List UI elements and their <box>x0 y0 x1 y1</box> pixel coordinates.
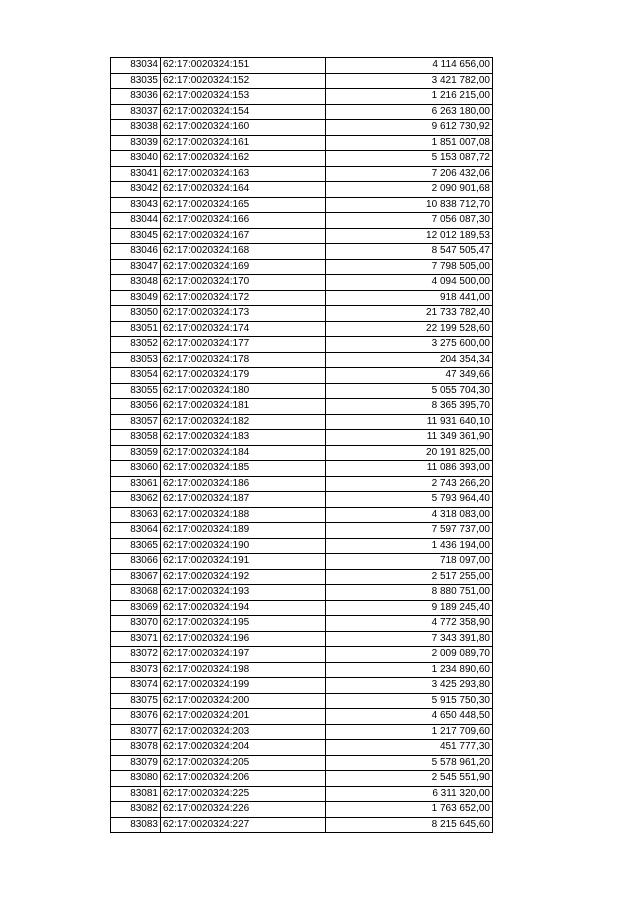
row-number-cell: 83063 <box>111 507 161 523</box>
table-row <box>111 352 493 368</box>
row-number-cell: 83046 <box>111 244 161 260</box>
cadastral-number-cell: 62:17:0020324:167 <box>161 228 326 244</box>
cadastral-value-cell: 7 597 737,00 <box>326 523 493 539</box>
cadastral-number-cell: 62:17:0020324:179 <box>161 368 326 384</box>
cadastral-value-cell: 11 086 393,00 <box>326 461 493 477</box>
row-number-cell: 83070 <box>111 616 161 632</box>
table-row <box>111 244 493 260</box>
table-row <box>111 89 493 105</box>
cadastral-value-cell: 9 189 245,40 <box>326 600 493 616</box>
cadastral-number-cell: 62:17:0020324:190 <box>161 538 326 554</box>
cadastral-number-cell: 62:17:0020324:168 <box>161 244 326 260</box>
table-row <box>111 259 493 275</box>
row-number-cell: 83066 <box>111 554 161 570</box>
table-row <box>111 585 493 601</box>
cadastral-value-cell: 21 733 782,40 <box>326 306 493 322</box>
table-row <box>111 104 493 120</box>
cadastral-number-cell: 62:17:0020324:160 <box>161 120 326 136</box>
cadastral-number-cell: 62:17:0020324:193 <box>161 585 326 601</box>
cadastral-value-cell: 4 772 358,90 <box>326 616 493 632</box>
cadastral-number-cell: 62:17:0020324:173 <box>161 306 326 322</box>
row-number-cell: 83058 <box>111 430 161 446</box>
table-row <box>111 569 493 585</box>
row-number-cell: 83060 <box>111 461 161 477</box>
row-number-cell: 83061 <box>111 476 161 492</box>
table-row <box>111 647 493 663</box>
table-row <box>111 151 493 167</box>
row-number-cell: 83064 <box>111 523 161 539</box>
row-number-cell: 83050 <box>111 306 161 322</box>
cadastral-number-cell: 62:17:0020324:174 <box>161 321 326 337</box>
cadastral-value-cell: 5 055 704,30 <box>326 383 493 399</box>
table-row <box>111 507 493 523</box>
row-number-cell: 83073 <box>111 662 161 678</box>
cadastral-number-cell: 62:17:0020324:183 <box>161 430 326 446</box>
cadastral-value-cell: 7 798 505,00 <box>326 259 493 275</box>
row-number-cell: 83035 <box>111 73 161 89</box>
cadastral-number-cell: 62:17:0020324:195 <box>161 616 326 632</box>
table-row <box>111 337 493 353</box>
row-number-cell: 83051 <box>111 321 161 337</box>
cadastral-number-cell: 62:17:0020324:182 <box>161 414 326 430</box>
table-row <box>111 290 493 306</box>
cadastral-number-cell: 62:17:0020324:154 <box>161 104 326 120</box>
cadastral-number-cell: 62:17:0020324:153 <box>161 89 326 105</box>
row-number-cell: 83071 <box>111 631 161 647</box>
table-row <box>111 554 493 570</box>
table-row <box>111 321 493 337</box>
cadastral-number-cell: 62:17:0020324:185 <box>161 461 326 477</box>
table-row <box>111 430 493 446</box>
table-row <box>111 678 493 694</box>
cadastral-value-cell: 5 915 750,30 <box>326 693 493 709</box>
cadastral-value-cell: 12 012 189,53 <box>326 228 493 244</box>
row-number-cell: 83047 <box>111 259 161 275</box>
cadastral-number-cell: 62:17:0020324:199 <box>161 678 326 694</box>
table-row <box>111 693 493 709</box>
cadastral-number-cell: 62:17:0020324:205 <box>161 755 326 771</box>
registry-table <box>110 57 493 833</box>
cadastral-value-cell: 2 545 551,90 <box>326 771 493 787</box>
row-number-cell: 83065 <box>111 538 161 554</box>
cadastral-number-cell: 62:17:0020324:196 <box>161 631 326 647</box>
cadastral-number-cell: 62:17:0020324:166 <box>161 213 326 229</box>
row-number-cell: 83075 <box>111 693 161 709</box>
cadastral-number-cell: 62:17:0020324:164 <box>161 182 326 198</box>
row-number-cell: 83039 <box>111 135 161 151</box>
cadastral-value-cell: 5 153 087,72 <box>326 151 493 167</box>
cadastral-number-cell: 62:17:0020324:165 <box>161 197 326 213</box>
cadastral-value-cell: 47 349,66 <box>326 368 493 384</box>
cadastral-value-cell: 4 114 656,00 <box>326 58 493 74</box>
row-number-cell: 83068 <box>111 585 161 601</box>
table-row <box>111 755 493 771</box>
table-row <box>111 182 493 198</box>
table-row <box>111 306 493 322</box>
registry-table-body <box>111 58 493 833</box>
cadastral-value-cell: 4 094 500,00 <box>326 275 493 291</box>
table-row <box>111 275 493 291</box>
table-row <box>111 616 493 632</box>
cadastral-value-cell: 4 318 083,00 <box>326 507 493 523</box>
cadastral-number-cell: 62:17:0020324:200 <box>161 693 326 709</box>
cadastral-number-cell: 62:17:0020324:187 <box>161 492 326 508</box>
cadastral-value-cell: 9 612 730,92 <box>326 120 493 136</box>
cadastral-number-cell: 62:17:0020324:181 <box>161 399 326 415</box>
cadastral-value-cell: 20 191 825,00 <box>326 445 493 461</box>
row-number-cell: 83074 <box>111 678 161 694</box>
row-number-cell: 83081 <box>111 786 161 802</box>
row-number-cell: 83055 <box>111 383 161 399</box>
row-number-cell: 83034 <box>111 58 161 74</box>
table-row <box>111 771 493 787</box>
cadastral-value-cell: 3 425 293,80 <box>326 678 493 694</box>
row-number-cell: 83041 <box>111 166 161 182</box>
cadastral-value-cell: 11 931 640,10 <box>326 414 493 430</box>
row-number-cell: 83067 <box>111 569 161 585</box>
cadastral-number-cell: 62:17:0020324:186 <box>161 476 326 492</box>
cadastral-value-cell: 1 216 215,00 <box>326 89 493 105</box>
cadastral-number-cell: 62:17:0020324:225 <box>161 786 326 802</box>
cadastral-value-cell: 8 215 645,60 <box>326 817 493 833</box>
row-number-cell: 83048 <box>111 275 161 291</box>
cadastral-value-cell: 1 436 194,00 <box>326 538 493 554</box>
row-number-cell: 83076 <box>111 709 161 725</box>
cadastral-value-cell: 918 441,00 <box>326 290 493 306</box>
table-row <box>111 213 493 229</box>
cadastral-number-cell: 62:17:0020324:189 <box>161 523 326 539</box>
row-number-cell: 83044 <box>111 213 161 229</box>
table-row <box>111 414 493 430</box>
table-row <box>111 120 493 136</box>
cadastral-number-cell: 62:17:0020324:172 <box>161 290 326 306</box>
cadastral-value-cell: 10 838 712,70 <box>326 197 493 213</box>
cadastral-value-cell: 2 009 089,70 <box>326 647 493 663</box>
cadastral-value-cell: 204 354,34 <box>326 352 493 368</box>
row-number-cell: 83038 <box>111 120 161 136</box>
cadastral-value-cell: 2 090 901,68 <box>326 182 493 198</box>
row-number-cell: 83069 <box>111 600 161 616</box>
cadastral-number-cell: 62:17:0020324:152 <box>161 73 326 89</box>
cadastral-value-cell: 1 851 007,08 <box>326 135 493 151</box>
table-row <box>111 538 493 554</box>
row-number-cell: 83077 <box>111 724 161 740</box>
table-row <box>111 383 493 399</box>
row-number-cell: 83059 <box>111 445 161 461</box>
table-row <box>111 228 493 244</box>
cadastral-number-cell: 62:17:0020324:178 <box>161 352 326 368</box>
table-row <box>111 58 493 74</box>
table-row <box>111 724 493 740</box>
cadastral-value-cell: 5 578 961,20 <box>326 755 493 771</box>
cadastral-value-cell: 2 517 255,00 <box>326 569 493 585</box>
cadastral-value-cell: 6 263 180,00 <box>326 104 493 120</box>
cadastral-number-cell: 62:17:0020324:203 <box>161 724 326 740</box>
cadastral-number-cell: 62:17:0020324:197 <box>161 647 326 663</box>
cadastral-value-cell: 718 097,00 <box>326 554 493 570</box>
row-number-cell: 83057 <box>111 414 161 430</box>
cadastral-number-cell: 62:17:0020324:177 <box>161 337 326 353</box>
cadastral-number-cell: 62:17:0020324:227 <box>161 817 326 833</box>
cadastral-value-cell: 1 763 652,00 <box>326 802 493 818</box>
table-row <box>111 817 493 833</box>
cadastral-value-cell: 7 343 391,80 <box>326 631 493 647</box>
cadastral-number-cell: 62:17:0020324:188 <box>161 507 326 523</box>
cadastral-number-cell: 62:17:0020324:206 <box>161 771 326 787</box>
table-row <box>111 631 493 647</box>
table-row <box>111 368 493 384</box>
cadastral-value-cell: 5 793 964,40 <box>326 492 493 508</box>
row-number-cell: 83052 <box>111 337 161 353</box>
cadastral-value-cell: 8 880 751,00 <box>326 585 493 601</box>
row-number-cell: 83042 <box>111 182 161 198</box>
cadastral-number-cell: 62:17:0020324:161 <box>161 135 326 151</box>
row-number-cell: 83083 <box>111 817 161 833</box>
cadastral-value-cell: 451 777,30 <box>326 740 493 756</box>
row-number-cell: 83078 <box>111 740 161 756</box>
cadastral-number-cell: 62:17:0020324:226 <box>161 802 326 818</box>
cadastral-value-cell: 2 743 266,20 <box>326 476 493 492</box>
cadastral-number-cell: 62:17:0020324:198 <box>161 662 326 678</box>
table-row <box>111 461 493 477</box>
cadastral-number-cell: 62:17:0020324:162 <box>161 151 326 167</box>
row-number-cell: 83082 <box>111 802 161 818</box>
cadastral-value-cell: 3 421 782,00 <box>326 73 493 89</box>
cadastral-value-cell: 7 056 087,30 <box>326 213 493 229</box>
cadastral-value-cell: 22 199 528,60 <box>326 321 493 337</box>
table-row <box>111 740 493 756</box>
cadastral-number-cell: 62:17:0020324:151 <box>161 58 326 74</box>
cadastral-value-cell: 4 650 448,50 <box>326 709 493 725</box>
row-number-cell: 83053 <box>111 352 161 368</box>
row-number-cell: 83054 <box>111 368 161 384</box>
cadastral-value-cell: 6 311 320,00 <box>326 786 493 802</box>
cadastral-value-cell: 11 349 361,90 <box>326 430 493 446</box>
cadastral-number-cell: 62:17:0020324:180 <box>161 383 326 399</box>
row-number-cell: 83080 <box>111 771 161 787</box>
row-number-cell: 83045 <box>111 228 161 244</box>
cadastral-number-cell: 62:17:0020324:184 <box>161 445 326 461</box>
table-row <box>111 445 493 461</box>
row-number-cell: 83056 <box>111 399 161 415</box>
cadastral-number-cell: 62:17:0020324:163 <box>161 166 326 182</box>
table-row <box>111 786 493 802</box>
cadastral-number-cell: 62:17:0020324:204 <box>161 740 326 756</box>
cadastral-number-cell: 62:17:0020324:191 <box>161 554 326 570</box>
row-number-cell: 83036 <box>111 89 161 105</box>
table-row <box>111 709 493 725</box>
row-number-cell: 83072 <box>111 647 161 663</box>
cadastral-number-cell: 62:17:0020324:194 <box>161 600 326 616</box>
table-row <box>111 662 493 678</box>
cadastral-number-cell: 62:17:0020324:192 <box>161 569 326 585</box>
table-row <box>111 802 493 818</box>
cadastral-value-cell: 1 234 890,60 <box>326 662 493 678</box>
row-number-cell: 83049 <box>111 290 161 306</box>
cadastral-value-cell: 3 275 600,00 <box>326 337 493 353</box>
table-row <box>111 73 493 89</box>
cadastral-value-cell: 8 547 505,47 <box>326 244 493 260</box>
cadastral-number-cell: 62:17:0020324:170 <box>161 275 326 291</box>
table-row <box>111 600 493 616</box>
cadastral-value-cell: 1 217 709,60 <box>326 724 493 740</box>
cadastral-number-cell: 62:17:0020324:201 <box>161 709 326 725</box>
cadastral-value-cell: 7 206 432,06 <box>326 166 493 182</box>
table-row <box>111 399 493 415</box>
table-row <box>111 197 493 213</box>
cadastral-value-cell: 8 365 395,70 <box>326 399 493 415</box>
row-number-cell: 83040 <box>111 151 161 167</box>
table-row <box>111 135 493 151</box>
cadastral-number-cell: 62:17:0020324:169 <box>161 259 326 275</box>
table-row <box>111 476 493 492</box>
row-number-cell: 83062 <box>111 492 161 508</box>
table-row <box>111 523 493 539</box>
table-row <box>111 166 493 182</box>
row-number-cell: 83079 <box>111 755 161 771</box>
row-number-cell: 83043 <box>111 197 161 213</box>
table-row <box>111 492 493 508</box>
row-number-cell: 83037 <box>111 104 161 120</box>
